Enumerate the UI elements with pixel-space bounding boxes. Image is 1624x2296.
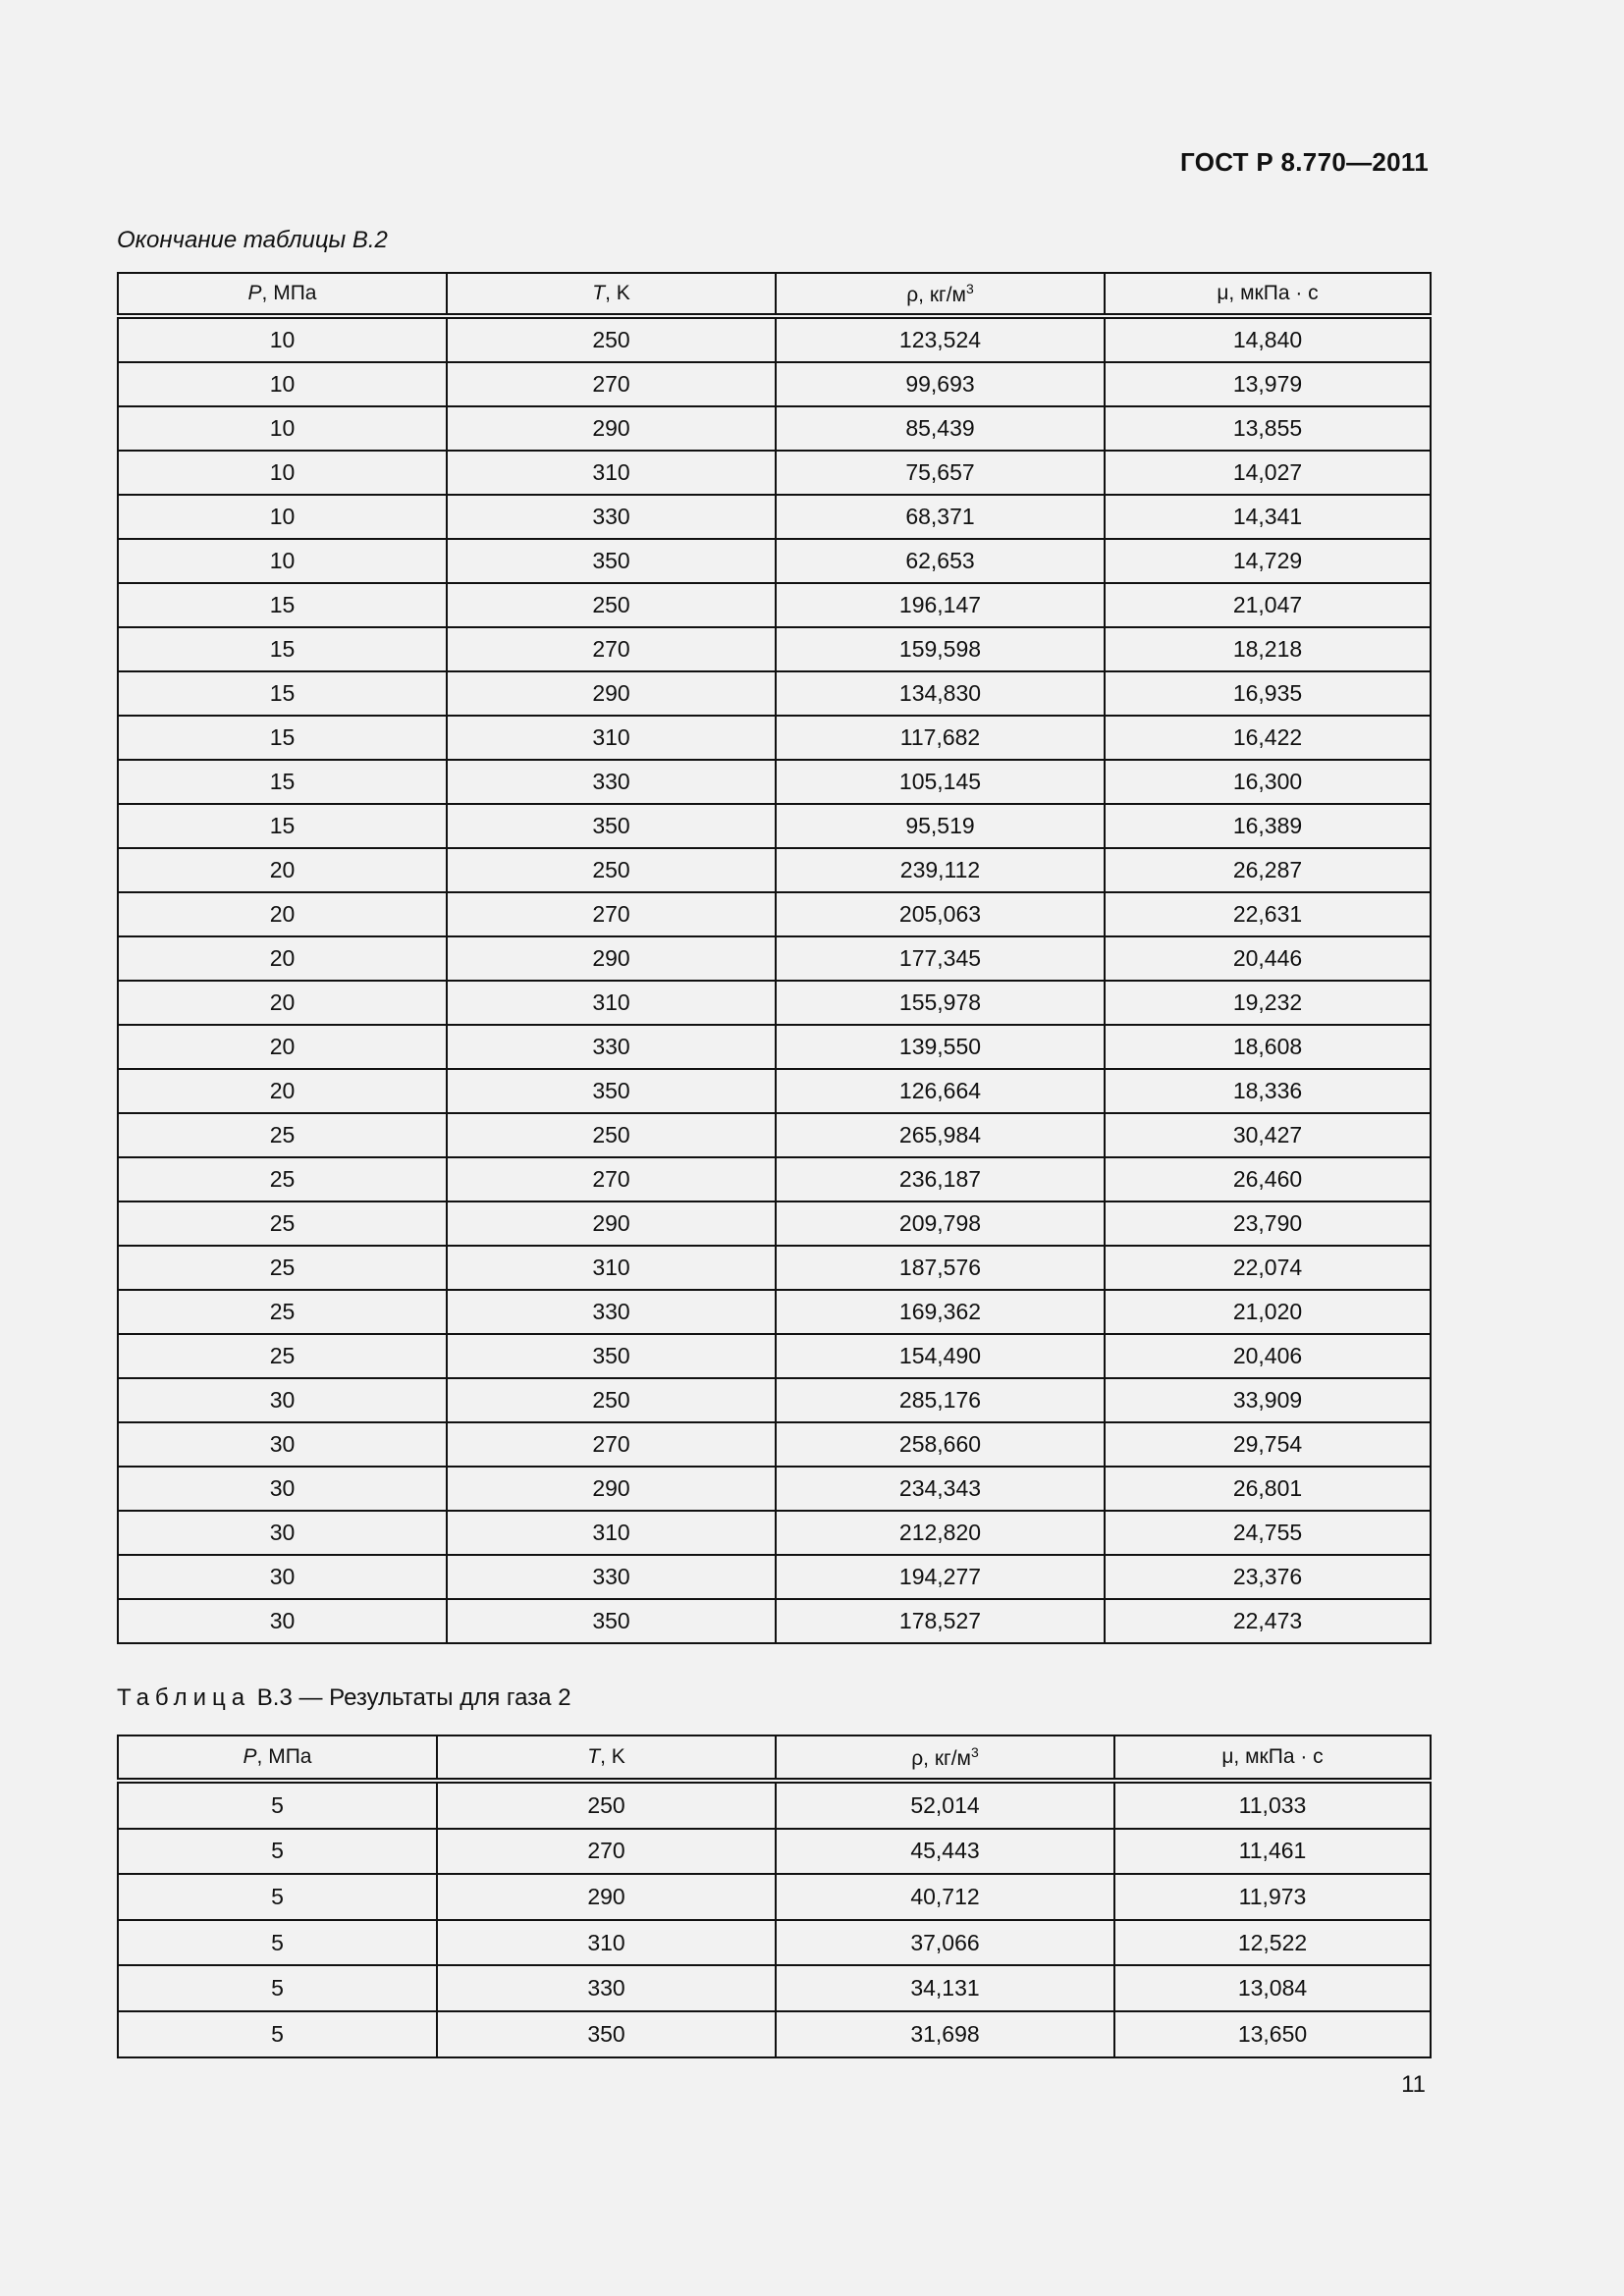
cell-pressure: 25 [118, 1113, 447, 1157]
cell-density: 209,798 [776, 1201, 1105, 1246]
table-row [118, 848, 1431, 892]
cell-temperature: 270 [447, 892, 776, 936]
cell-pressure: 10 [118, 539, 447, 583]
cell-viscosity: 18,218 [1105, 627, 1431, 671]
table-b2-caption: Окончание таблицы В.2 [117, 227, 388, 253]
cell-viscosity: 14,840 [1105, 316, 1431, 362]
cell-temperature: 250 [447, 1113, 776, 1157]
table-row [118, 1467, 1431, 1511]
cell-density: 187,576 [776, 1246, 1105, 1290]
cell-pressure: 10 [118, 406, 447, 451]
cell-viscosity: 11,033 [1114, 1781, 1431, 1829]
cell-temperature: 310 [447, 716, 776, 760]
cell-viscosity: 20,446 [1105, 936, 1431, 981]
table-row [118, 1246, 1431, 1290]
table-row [118, 406, 1431, 451]
cell-viscosity: 22,473 [1105, 1599, 1431, 1643]
cell-viscosity: 24,755 [1105, 1511, 1431, 1555]
cell-density: 285,176 [776, 1378, 1105, 1422]
table-b3-caption: Таблица В.3 — Результаты для газа 2 [117, 1684, 571, 1711]
cell-viscosity: 13,084 [1114, 1965, 1431, 2011]
table-row [118, 936, 1431, 981]
cell-temperature: 310 [437, 1920, 776, 1966]
cell-viscosity: 11,973 [1114, 1874, 1431, 1920]
cell-viscosity: 13,979 [1105, 362, 1431, 406]
cell-temperature: 350 [437, 2011, 776, 2057]
column-header-viscosity: μ, мкПа · с [1114, 1735, 1431, 1781]
table-row [118, 362, 1431, 406]
cell-temperature: 330 [447, 1025, 776, 1069]
cell-density: 169,362 [776, 1290, 1105, 1334]
cell-temperature: 250 [447, 316, 776, 362]
table-row [118, 804, 1431, 848]
cell-temperature: 270 [447, 1157, 776, 1201]
column-header-density: ρ, $кг/м^3$ [776, 1735, 1114, 1781]
cell-viscosity: 26,801 [1105, 1467, 1431, 1511]
cell-viscosity: 14,341 [1105, 495, 1431, 539]
cell-viscosity: 18,608 [1105, 1025, 1431, 1069]
column-header-pressure: P, МПа [118, 1735, 437, 1781]
cell-viscosity: 11,461 [1114, 1829, 1431, 1875]
cell-pressure: 30 [118, 1378, 447, 1422]
cell-viscosity: 23,790 [1105, 1201, 1431, 1246]
cell-density: 239,112 [776, 848, 1105, 892]
cell-temperature: 350 [447, 1334, 776, 1378]
table-row [118, 1113, 1431, 1157]
cell-density: 75,657 [776, 451, 1105, 495]
cell-temperature: 350 [447, 804, 776, 848]
cell-density: 177,345 [776, 936, 1105, 981]
cell-temperature: 270 [447, 627, 776, 671]
cell-pressure: 30 [118, 1555, 447, 1599]
column-header-temperature: T, K [447, 273, 776, 316]
table-row [118, 1201, 1431, 1246]
cell-temperature: 290 [447, 1201, 776, 1246]
cell-viscosity: 13,650 [1114, 2011, 1431, 2057]
cell-density: 236,187 [776, 1157, 1105, 1201]
cell-pressure: 5 [118, 1874, 437, 1920]
cell-density: 258,660 [776, 1422, 1105, 1467]
cell-pressure: 15 [118, 804, 447, 848]
cell-density: 40,712 [776, 1874, 1114, 1920]
cell-pressure: 25 [118, 1157, 447, 1201]
cell-viscosity: 19,232 [1105, 981, 1431, 1025]
cell-viscosity: 26,460 [1105, 1157, 1431, 1201]
cell-density: 52,014 [776, 1781, 1114, 1829]
table-row [118, 1334, 1431, 1378]
table-row [118, 1555, 1431, 1599]
cell-density: 85,439 [776, 406, 1105, 451]
cell-viscosity: 14,729 [1105, 539, 1431, 583]
cell-temperature: 310 [447, 451, 776, 495]
cell-temperature: 330 [447, 495, 776, 539]
table-row [118, 1069, 1431, 1113]
table-row [118, 760, 1431, 804]
cell-density: 265,984 [776, 1113, 1105, 1157]
column-header-density: ρ, $кг/м^3$ [776, 273, 1105, 316]
cell-temperature: 330 [437, 1965, 776, 2011]
cell-temperature: 250 [437, 1781, 776, 1829]
cell-density: 34,131 [776, 1965, 1114, 2011]
table-row [118, 316, 1431, 362]
cell-density: 95,519 [776, 804, 1105, 848]
cell-temperature: 350 [447, 1069, 776, 1113]
cell-viscosity: 18,336 [1105, 1069, 1431, 1113]
cell-density: 194,277 [776, 1555, 1105, 1599]
cell-density: 139,550 [776, 1025, 1105, 1069]
table-row [118, 981, 1431, 1025]
cell-viscosity: 21,047 [1105, 583, 1431, 627]
cell-pressure: 30 [118, 1599, 447, 1643]
table-row [118, 539, 1431, 583]
cell-temperature: 270 [447, 362, 776, 406]
cell-density: 154,490 [776, 1334, 1105, 1378]
column-header-pressure: P, МПа [118, 273, 447, 316]
table-row [118, 1025, 1431, 1069]
cell-temperature: 250 [447, 1378, 776, 1422]
document-id: ГОСТ Р 8.770—2011 [1180, 147, 1429, 177]
cell-density: 117,682 [776, 716, 1105, 760]
table-row [118, 1378, 1431, 1422]
cell-viscosity: 13,855 [1105, 406, 1431, 451]
cell-pressure: 15 [118, 671, 447, 716]
table-row [118, 716, 1431, 760]
cell-pressure: 30 [118, 1467, 447, 1511]
cell-density: 205,063 [776, 892, 1105, 936]
table-b3 [117, 1735, 1432, 2058]
cell-viscosity: 14,027 [1105, 451, 1431, 495]
cell-pressure: 5 [118, 1965, 437, 2011]
cell-viscosity: 16,389 [1105, 804, 1431, 848]
cell-pressure: 30 [118, 1422, 447, 1467]
cell-pressure: 15 [118, 583, 447, 627]
cell-viscosity: 21,020 [1105, 1290, 1431, 1334]
table-row [118, 1157, 1431, 1201]
table-row [118, 1920, 1431, 1966]
cell-density: 134,830 [776, 671, 1105, 716]
table-header-row [118, 273, 1431, 316]
cell-temperature: 290 [437, 1874, 776, 1920]
cell-pressure: 15 [118, 627, 447, 671]
cell-temperature: 290 [447, 671, 776, 716]
cell-density: 62,653 [776, 539, 1105, 583]
cell-viscosity: 12,522 [1114, 1920, 1431, 1966]
cell-density: 105,145 [776, 760, 1105, 804]
cell-pressure: 25 [118, 1334, 447, 1378]
table-row [118, 671, 1431, 716]
table-row [118, 1599, 1431, 1643]
cell-density: 155,978 [776, 981, 1105, 1025]
column-header-viscosity: μ, мкПа · с [1105, 273, 1431, 316]
table-row [118, 2011, 1431, 2057]
cell-viscosity: 26,287 [1105, 848, 1431, 892]
cell-pressure: 5 [118, 1781, 437, 1829]
cell-density: 99,693 [776, 362, 1105, 406]
column-header-temperature: T, K [437, 1735, 776, 1781]
table-b2 [117, 272, 1432, 1644]
cell-temperature: 310 [447, 1511, 776, 1555]
cell-viscosity: 16,422 [1105, 716, 1431, 760]
cell-pressure: 20 [118, 981, 447, 1025]
table-row [118, 627, 1431, 671]
cell-viscosity: 22,074 [1105, 1246, 1431, 1290]
cell-temperature: 330 [447, 1290, 776, 1334]
cell-temperature: 310 [447, 1246, 776, 1290]
cell-viscosity: 16,300 [1105, 760, 1431, 804]
cell-temperature: 250 [447, 583, 776, 627]
cell-pressure: 10 [118, 316, 447, 362]
cell-pressure: 20 [118, 892, 447, 936]
table-row [118, 451, 1431, 495]
cell-density: 178,527 [776, 1599, 1105, 1643]
cell-density: 126,664 [776, 1069, 1105, 1113]
cell-temperature: 330 [447, 1555, 776, 1599]
cell-viscosity: 16,935 [1105, 671, 1431, 716]
cell-viscosity: 23,376 [1105, 1555, 1431, 1599]
cell-temperature: 270 [447, 1422, 776, 1467]
cell-density: 45,443 [776, 1829, 1114, 1875]
cell-viscosity: 22,631 [1105, 892, 1431, 936]
cell-density: 212,820 [776, 1511, 1105, 1555]
cell-pressure: 10 [118, 451, 447, 495]
cell-pressure: 20 [118, 1025, 447, 1069]
cell-density: 196,147 [776, 583, 1105, 627]
cell-pressure: 20 [118, 1069, 447, 1113]
cell-pressure: 5 [118, 1829, 437, 1875]
cell-density: 123,524 [776, 316, 1105, 362]
cell-temperature: 290 [447, 406, 776, 451]
cell-pressure: 20 [118, 848, 447, 892]
cell-pressure: 15 [118, 760, 447, 804]
cell-temperature: 350 [447, 539, 776, 583]
cell-pressure: 25 [118, 1246, 447, 1290]
cell-temperature: 330 [447, 760, 776, 804]
cell-viscosity: 33,909 [1105, 1378, 1431, 1422]
cell-pressure: 25 [118, 1201, 447, 1246]
table-header-row [118, 1735, 1431, 1781]
cell-temperature: 290 [447, 936, 776, 981]
cell-temperature: 350 [447, 1599, 776, 1643]
cell-density: 68,371 [776, 495, 1105, 539]
cell-viscosity: 20,406 [1105, 1334, 1431, 1378]
cell-pressure: 15 [118, 716, 447, 760]
table-row [118, 583, 1431, 627]
table-row [118, 495, 1431, 539]
cell-density: 159,598 [776, 627, 1105, 671]
cell-pressure: 30 [118, 1511, 447, 1555]
cell-pressure: 20 [118, 936, 447, 981]
table-row [118, 892, 1431, 936]
table-row [118, 1874, 1431, 1920]
cell-viscosity: 30,427 [1105, 1113, 1431, 1157]
cell-temperature: 270 [437, 1829, 776, 1875]
cell-pressure: 5 [118, 2011, 437, 2057]
page-number: 11 [1401, 2071, 1426, 2098]
table-row [118, 1290, 1431, 1334]
cell-pressure: 5 [118, 1920, 437, 1966]
cell-viscosity: 29,754 [1105, 1422, 1431, 1467]
table-row [118, 1511, 1431, 1555]
table-row [118, 1781, 1431, 1829]
cell-density: 234,343 [776, 1467, 1105, 1511]
cell-temperature: 250 [447, 848, 776, 892]
table-row [118, 1829, 1431, 1875]
table-row [118, 1422, 1431, 1467]
cell-density: 37,066 [776, 1920, 1114, 1966]
cell-pressure: 10 [118, 495, 447, 539]
cell-pressure: 25 [118, 1290, 447, 1334]
cell-pressure: 10 [118, 362, 447, 406]
cell-density: 31,698 [776, 2011, 1114, 2057]
table-row [118, 1965, 1431, 2011]
cell-temperature: 310 [447, 981, 776, 1025]
cell-temperature: 290 [447, 1467, 776, 1511]
